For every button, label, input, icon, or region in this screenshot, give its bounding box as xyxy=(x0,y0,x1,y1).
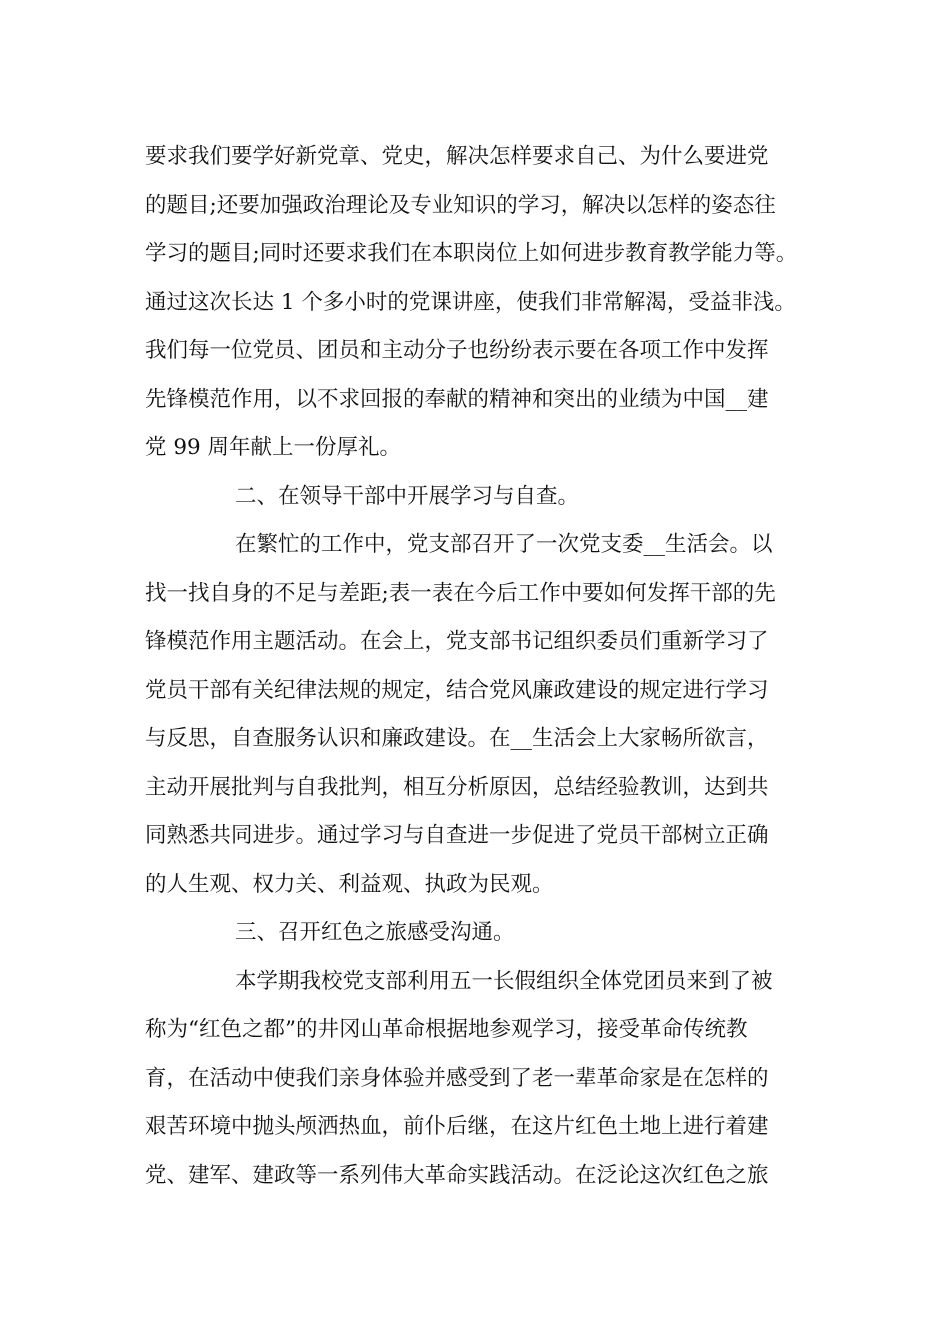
text-line: 育，在活动中使我们亲身体验并感受到了老一辈革命家是在怎样的 xyxy=(145,1065,769,1091)
text-line: 学习的题目;同时还要求我们在本职岗位上如何进步教育教学能力等。 xyxy=(145,241,798,266)
text-line: 的人生观、权力关、利益观、执政为民观。 xyxy=(145,871,554,897)
text-line: 称为“红色之都”的井冈山革命根据地参观学习，接受革命传统教 xyxy=(145,1017,748,1042)
text-line: 我们每一位党员、团员和主动分子也纷纷表示要在各项工作中发挥 xyxy=(145,338,769,363)
text-line: 与反思，自查服务认识和廉政建设。在__生活会上大家畅所欲言， xyxy=(145,726,769,751)
text-line: 党、建军、建政等一系列伟大革命实践活动。在泛论这次红色之旅 xyxy=(145,1162,769,1188)
text-line: 艰苦环境中抛头颅洒热血，前仆后继，在这片红色土地上进行着建 xyxy=(145,1114,769,1139)
text-line: 通过这次长达 1 个多小时的党课讲座，使我们非常解渴，受益非浅。 xyxy=(145,289,796,315)
document-body xyxy=(145,133,825,1200)
text-line: 的题目;还要加强政治理论及专业知识的学习，解决以怎样的姿态往 xyxy=(145,192,776,218)
section-heading: 三、召开红色之旅感受沟通。 xyxy=(235,920,515,945)
text-line: 主动开展批判与自我批判，相互分析原因，总结经验教训，达到共 xyxy=(145,774,769,800)
section-heading: 二、在领导干部中开展学习与自查。 xyxy=(235,483,580,509)
text-line: 锋模范作用主题活动。在会上，党支部书记组织委员们重新学习了 xyxy=(145,629,769,654)
text-line: 要求我们要学好新党章、党史，解决怎样要求自己、为什么要进党 xyxy=(145,144,769,169)
text-line: 先锋模范作用，以不求回报的奉献的精神和突出的业绩为中国__建 xyxy=(145,386,769,412)
text-line: 党员干部有关纪律法规的规定，结合党风廉政建设的规定进行学习 xyxy=(145,677,769,703)
paragraph-start-line: 在繁忙的工作中，党支部召开了一次党支委__生活会。以 xyxy=(235,532,773,557)
text-line: 党 99 周年献上一份厚礼。 xyxy=(145,435,402,460)
text-line: 找一找自身的不足与差距;表一表在今后工作中要如何发挥干部的先 xyxy=(145,580,776,606)
text-line: 同熟悉共同进步。通过学习与自查进一步促进了党员干部树立正确 xyxy=(145,823,769,848)
paragraph-start-line: 本学期我校党支部利用五一长假组织全体党团员来到了被 xyxy=(235,968,773,994)
